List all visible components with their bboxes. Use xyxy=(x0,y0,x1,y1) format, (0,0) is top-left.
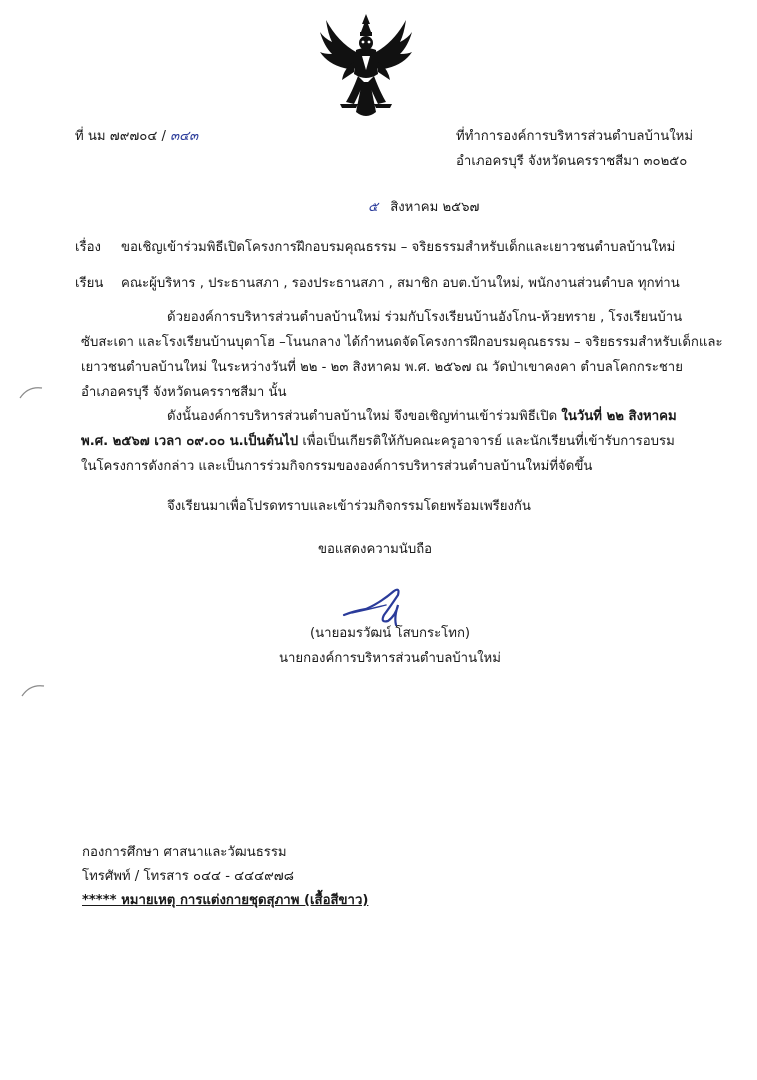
body-line xyxy=(81,429,701,454)
reference-prefix: ที่ นม ๗๙๗๐๔ / xyxy=(75,129,166,144)
reference-number xyxy=(75,125,198,146)
date-day: ๕ xyxy=(368,200,378,215)
garuda-emblem-icon xyxy=(318,12,414,122)
subject-text: ขอเชิญเข้าร่วมพิธีเปิดโครงการฝึกอบรมคุณธรรม – จริยธรรมสำหรับเด็กและเยาวชนตำบลบ้านใหม่ xyxy=(121,240,676,255)
signer-name: (นายอมรวัฒน์ โสบกระโทก) xyxy=(310,626,471,641)
department-name: กองการศึกษา ศาสนาและวัฒนธรรม xyxy=(82,845,287,860)
contact-phone: โทรศัพท์ / โทรสาร ๐๔๔ - ๔๔๔๙๗๘ xyxy=(82,869,294,884)
closing-request: จึงเรียนมาเพื่อโปรดทราบและเข้าร่วมกิจกรรมโดยพร้อมเพรียงกัน xyxy=(167,499,531,514)
invitation-text: ดังนั้นองค์การบริหารส่วนตำบลบ้านใหม่ จึงขอเชิญท่านเข้าร่วมพิธีเปิด xyxy=(167,409,562,424)
invitation-time-bold: พ.ศ. ๒๕๖๗ เวลา ๐๙.๐๐ น.เป็นต้นไป xyxy=(81,434,299,449)
dress-code-note: ***** หมายเหตุ การแต่งกายชุดสุภาพ (เสื้อสีขาว) xyxy=(82,893,369,908)
invitation-purpose: เพื่อเป็นเกียรติให้กับคณะครูอาจารย์ และนักเรียนที่เข้ารับการอบรม xyxy=(298,434,675,449)
document-date xyxy=(368,196,479,217)
body-line: ซับสะเดา และโรงเรียนบ้านบุตาโฮ –โนนกลาง ได้กำหนดจัดโครงการฝึกอบรมคุณธรรม – จริยธรรมสำหรับเด็กและ xyxy=(81,335,723,350)
punch-hole-mark-icon xyxy=(18,384,44,400)
subject-label: เรื่อง xyxy=(75,240,101,255)
signer-position: นายกองค์การบริหารส่วนตำบลบ้านใหม่ xyxy=(279,651,501,666)
body-line: ในโครงการดังกล่าว และเป็นการร่วมกิจกรรมขององค์การบริหารส่วนตำบลบ้านใหม่ที่จัดขึ้น xyxy=(81,459,593,474)
date-month-year: สิงหาคม ๒๕๖๗ xyxy=(390,200,480,215)
body-paragraph-2 xyxy=(81,404,701,479)
body-line xyxy=(81,404,701,429)
body-line: ด้วยองค์การบริหารส่วนตำบลบ้านใหม่ ร่วมกับโรงเรียนบ้านอังโกน-ห้วยทราย , โรงเรียนบ้าน xyxy=(167,310,683,325)
salutation: ขอแสดงความนับถือ xyxy=(318,542,433,557)
office-address: อำเภอครบุรี จังหวัดนครราชสีมา ๓๐๒๕๐ xyxy=(456,154,688,169)
invitation-date-bold: ในวันที่ ๒๒ สิงหาคม xyxy=(561,409,677,424)
punch-hole-mark-icon xyxy=(20,682,46,698)
body-line: อำเภอครบุรี จังหวัดนครราชสีมา นั้น xyxy=(81,385,287,400)
recipient-label: เรียน xyxy=(75,276,104,291)
body-paragraph-1 xyxy=(81,305,723,405)
reference-handwritten-number: ๓๔๓ xyxy=(170,129,199,144)
office-name: ที่ทำการองค์การบริหารส่วนตำบลบ้านใหม่ xyxy=(456,129,694,144)
recipient-text: คณะผู้บริหาร , ประธานสภา , รองประธานสภา , สมาชิก อบต.บ้านใหม่, พนักงานส่วนตำบล ทุกท่าน xyxy=(121,276,680,291)
body-line: เยาวชนตำบลบ้านใหม่ ในระหว่างวันที่ ๒๒ - ๒๓ สิงหาคม พ.ศ. ๒๕๖๗ ณ วัดป่าเขาคงคา ตำบลโคกกระชาย xyxy=(81,360,683,375)
